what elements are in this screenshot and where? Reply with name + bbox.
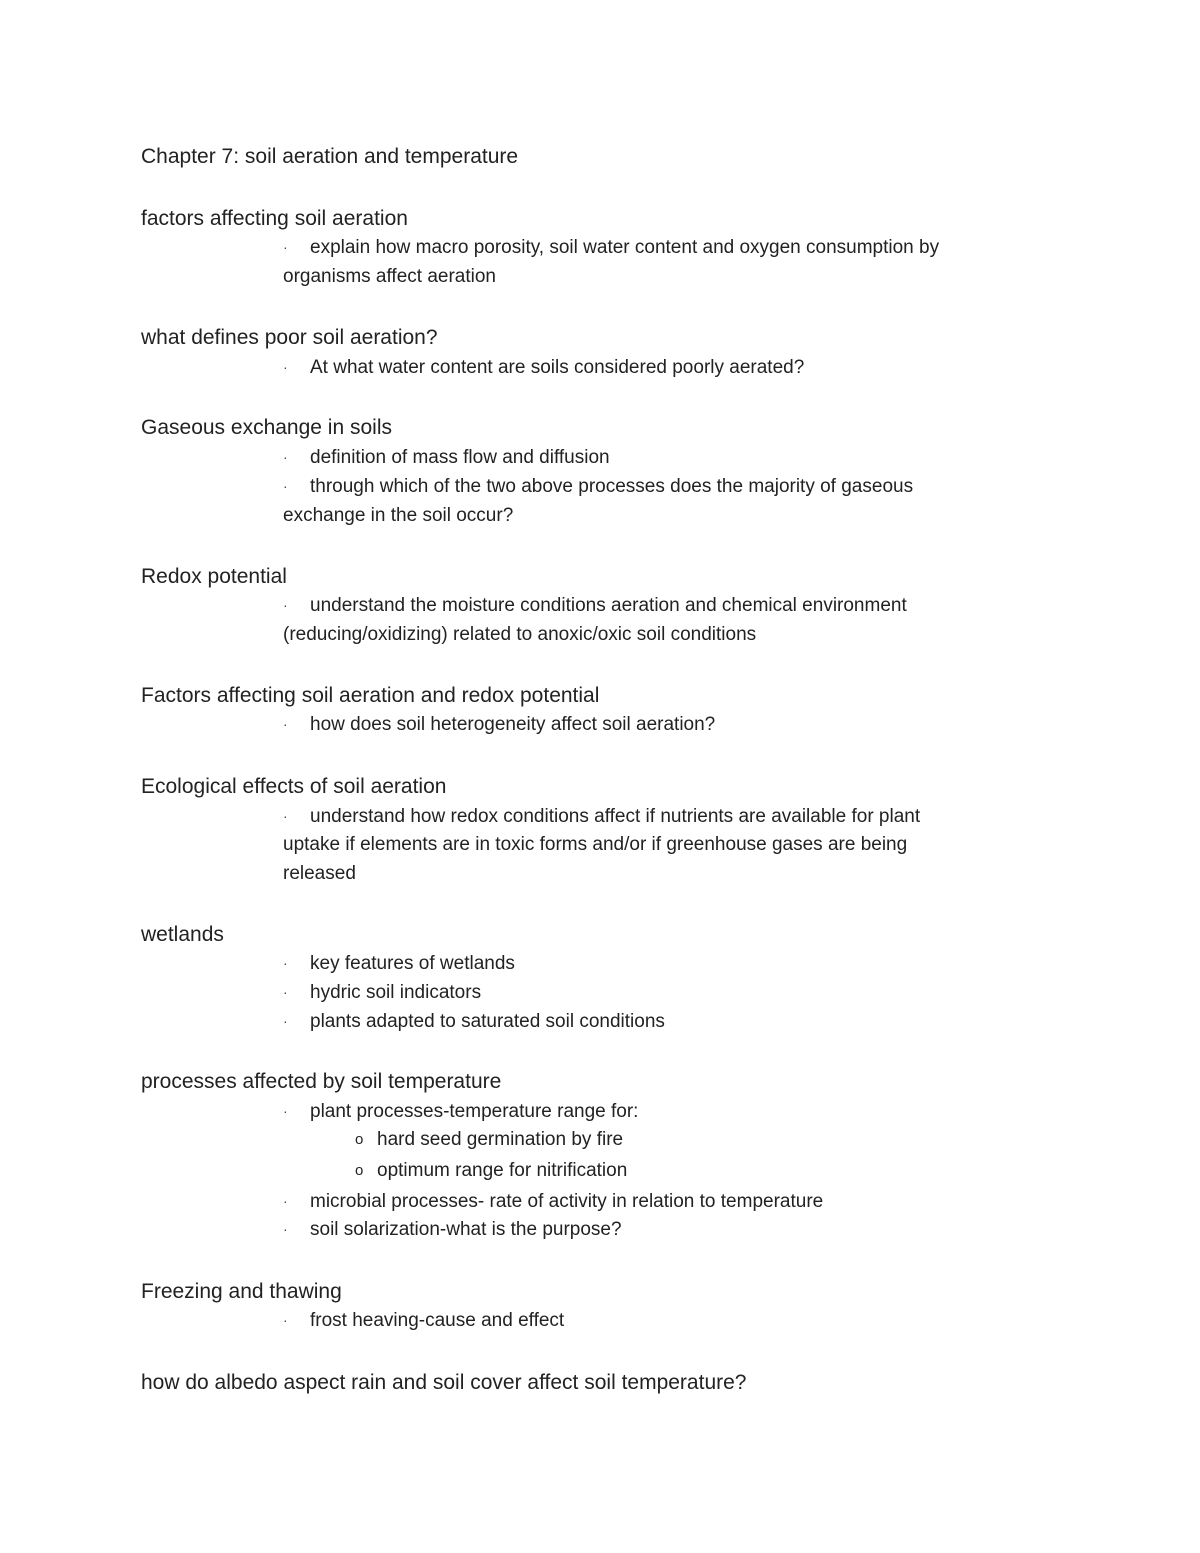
section-heading: what defines poor soil aeration?: [141, 326, 438, 349]
bullet-text: how does soil heterogeneity affect soil aeration?: [310, 714, 716, 735]
bullet-text: definition of mass flow and diffusion: [310, 447, 610, 468]
bullet-continuation: organisms affect aeration: [283, 266, 496, 287]
bullet-dot-icon: ·: [283, 808, 288, 824]
sub-bullet-text: hard seed germination by fire: [377, 1129, 624, 1150]
bullet-dot-icon: ·: [283, 1193, 288, 1209]
bullet-text: key features of wetlands: [310, 953, 515, 974]
sub-bullet-icon: o: [355, 1162, 364, 1179]
section-heading: processes affected by soil temperature: [141, 1070, 502, 1093]
section-heading: factors affecting soil aeration: [141, 207, 408, 230]
bullet-dot-icon: ·: [283, 359, 288, 375]
section-heading: wetlands: [141, 923, 224, 946]
bullet-text: soil solarization-what is the purpose?: [310, 1219, 622, 1240]
bullet-text: hydric soil indicators: [310, 982, 482, 1003]
bullet-text: plant processes-temperature range for:: [310, 1101, 639, 1122]
section-heading: Ecological effects of soil aeration: [141, 775, 447, 798]
bullet-dot-icon: ·: [283, 1221, 288, 1237]
bullet-dot-icon: ·: [283, 1013, 288, 1029]
sub-bullet-text: optimum range for nitrification: [377, 1160, 628, 1181]
page-title: Chapter 7: soil aeration and temperature: [141, 145, 519, 168]
bullet-dot-icon: ·: [283, 449, 288, 465]
bullet-dot-icon: ·: [283, 955, 288, 971]
section-heading: how do albedo aspect rain and soil cover affect soil temperature?: [141, 1371, 747, 1394]
bullet-text: microbial processes- rate of activity in relation to temperature: [310, 1191, 824, 1212]
bullet-continuation: (reducing/oxidizing) related to anoxic/oxic soil conditions: [283, 624, 757, 645]
bullet-text: At what water content are soils considered poorly aerated?: [310, 357, 805, 378]
section-heading: Freezing and thawing: [141, 1280, 342, 1303]
bullet-text: through which of the two above processes does the majority of gaseous: [310, 476, 914, 497]
bullet-continuation: released: [283, 863, 356, 884]
bullet-dot-icon: ·: [283, 1312, 288, 1328]
bullet-continuation: uptake if elements are in toxic forms and/or if greenhouse gases are being: [283, 834, 908, 855]
bullet-continuation: exchange in the soil occur?: [283, 505, 514, 526]
bullet-text: explain how macro porosity, soil water content and oxygen consumption by: [310, 237, 940, 258]
bullet-dot-icon: ·: [283, 984, 288, 1000]
section-heading: Gaseous exchange in soils: [141, 416, 392, 439]
bullet-dot-icon: ·: [283, 597, 288, 613]
bullet-dot-icon: ·: [283, 478, 288, 494]
bullet-dot-icon: ·: [283, 1103, 288, 1119]
bullet-text: plants adapted to saturated soil conditions: [310, 1011, 665, 1032]
section-heading: Redox potential: [141, 565, 287, 588]
bullet-dot-icon: ·: [283, 716, 288, 732]
sub-bullet-icon: o: [355, 1131, 364, 1148]
section-heading: Factors affecting soil aeration and redox potential: [141, 684, 600, 707]
bullet-text: understand how redox conditions affect if nutrients are available for plant: [310, 806, 921, 827]
bullet-dot-icon: ·: [283, 239, 288, 255]
bullet-text: understand the moisture conditions aeration and chemical environment: [310, 595, 907, 616]
bullet-text: frost heaving-cause and effect: [310, 1310, 565, 1331]
